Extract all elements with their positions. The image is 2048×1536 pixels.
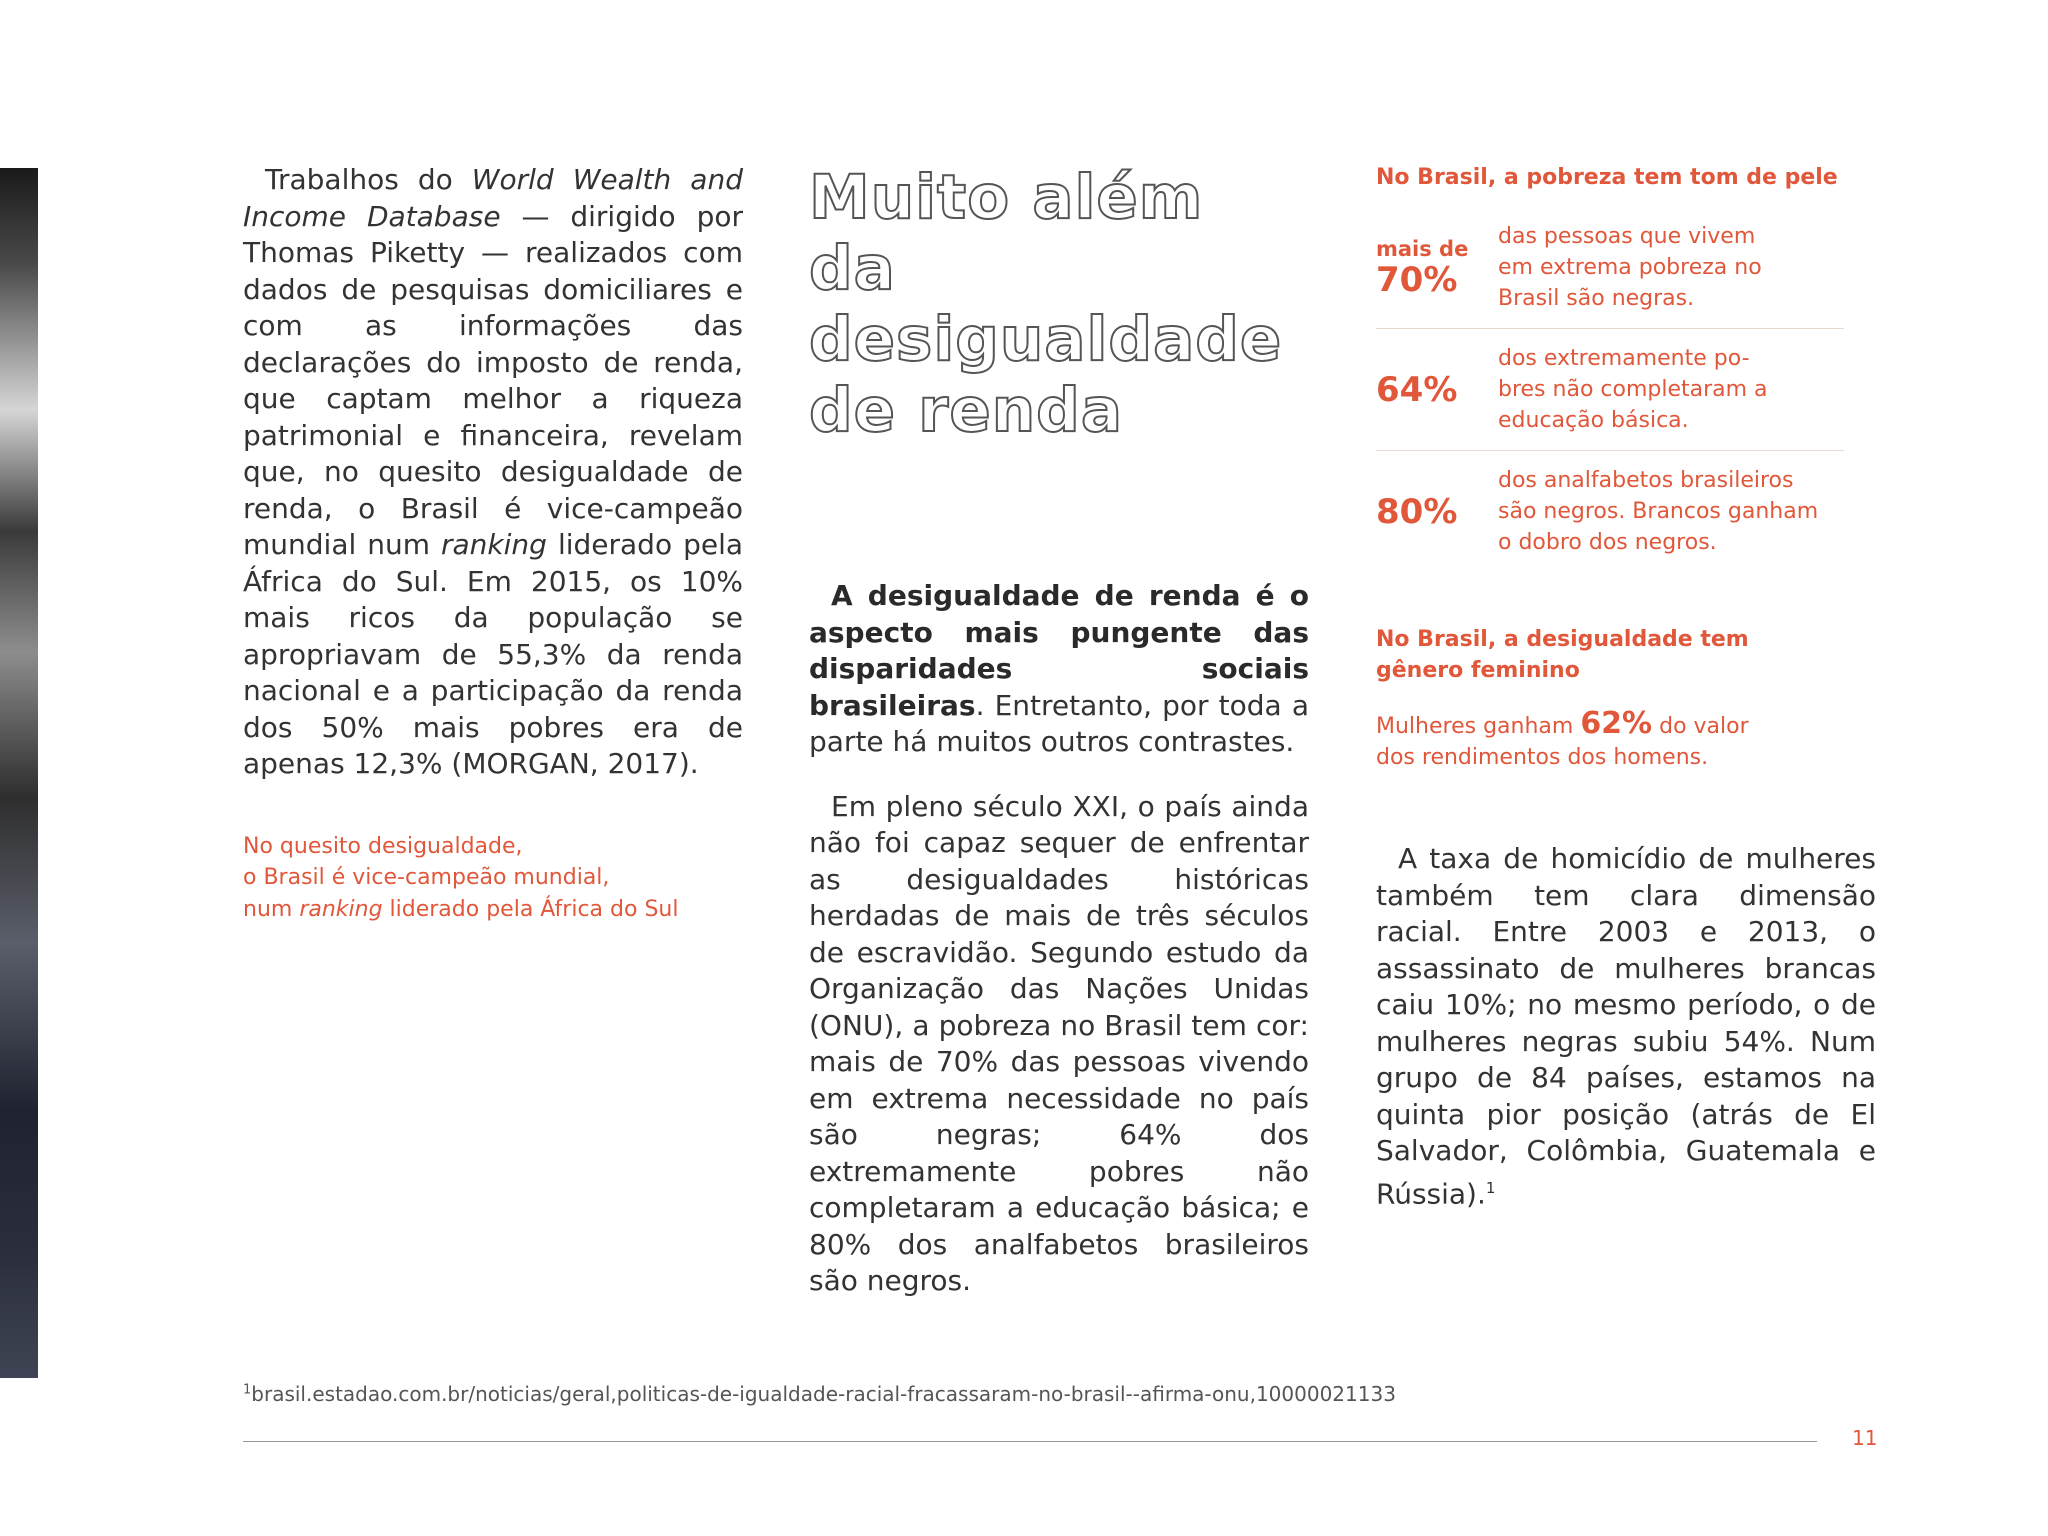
- text-run: liderado pela África do Sul. Em 2015, os 10% mais ricos da população se apropriavam de 55,3% da renda nacional e a participação da renda dos 50% mais pobres era de apenas 12,3% (MORGAN, 2017).: [243, 528, 744, 780]
- page-number: 11: [1852, 1426, 1878, 1450]
- title-line: desigualdade: [809, 304, 1283, 375]
- homicide-paragraph: [1376, 841, 1876, 1212]
- text-run: liderado pela África do Sul: [382, 896, 679, 922]
- text-run: A taxa de homicídio de mulheres também tem clara dimensão racial. Entre 2003 e 2013, o assassinato de mulheres brancas caiu 10%; no mesmo período, o de mulheres negras subiu 54%. Num grupo de 84 países, estamos na quinta pior posição (atrás de El Salvador, Colômbia, Guatemala e Rússia).: [1376, 842, 1876, 1210]
- stat-number: 80%: [1376, 491, 1458, 532]
- gender-line: [1376, 708, 1876, 742]
- middle-column: [809, 162, 1309, 1300]
- footnote-text: brasil.estadao.com.br/noticias/geral,politicas-de-igualdade-racial-fracassaram-no-brasil--afirma-onu,10000021133: [251, 1382, 1396, 1406]
- stat-line: dos analfabetos brasileiros: [1498, 468, 1794, 493]
- stat-description: [1498, 221, 1762, 314]
- pull-quote-line: [243, 894, 743, 926]
- gender-value: 62%: [1580, 706, 1653, 741]
- stats-list: [1376, 207, 1876, 572]
- stat-description: [1498, 465, 1818, 558]
- text-run: Trabalhos do: [265, 163, 472, 196]
- italic-run: ranking: [299, 896, 383, 922]
- stat-line: o dobro dos negros.: [1498, 530, 1717, 555]
- pull-quote-line: o Brasil é vice-campeão mundial,: [243, 865, 610, 890]
- stat-number: 70%: [1376, 259, 1458, 300]
- lead-paragraph: [809, 578, 1309, 761]
- gender-line: dos rendimentos dos homens.: [1376, 745, 1709, 770]
- stat-line: são negros. Brancos ganham: [1498, 499, 1819, 524]
- stat-line: dos extremamente po-: [1498, 346, 1750, 371]
- side-photo-strip: [0, 168, 38, 1378]
- stat-line: educação básica.: [1498, 408, 1689, 433]
- title-line: Muito além da: [809, 162, 1204, 304]
- gender-heading: [1376, 624, 1876, 686]
- left-column: [243, 162, 743, 925]
- italic-run: ranking: [441, 528, 547, 561]
- stat-description: [1498, 343, 1768, 436]
- race-heading: No Brasil, a pobreza tem tom de pele: [1376, 165, 1838, 190]
- intro-paragraph: [243, 162, 743, 783]
- stat-row: [1376, 207, 1844, 329]
- footnote-mark: 1: [243, 1382, 252, 1398]
- pull-quote-line: No quesito desigualdade,: [243, 833, 523, 859]
- lead-rest: . Entretanto, por toda a parte há muitos outros contrastes.: [809, 688, 1309, 758]
- stat-line: das pessoas que vivem: [1498, 224, 1756, 249]
- footer-divider: [243, 1441, 1817, 1442]
- stat-line: em extrema pobreza no: [1498, 255, 1762, 280]
- stat-value: [1376, 371, 1498, 409]
- stat-row: [1376, 329, 1844, 451]
- italic-run: World Wealth and Income Database: [243, 163, 743, 233]
- right-column: [1376, 162, 1876, 1212]
- gender-heading-line: No Brasil, a desigualdade tem: [1376, 627, 1749, 652]
- page-title: [809, 162, 1309, 446]
- stat-number: 64%: [1376, 369, 1458, 410]
- stat-line: Brasil são negras.: [1498, 286, 1695, 311]
- body-paragraph: Em pleno século XXI, o país ainda não foi capaz sequer de enfrentar as desigualdades históricas herdadas de mais de três séculos de escravidão. Segundo estudo da Organização das Nações Unidas (ONU), a pobreza no Brasil tem cor: mais de 70% das pessoas vivendo em extrema necessidade no país são negras; 64% dos extremamente pobres não completaram a educação básica; e 80% dos analfabetos brasileiros são negros.: [809, 789, 1309, 1297]
- pull-quote: [243, 831, 743, 926]
- stat-row: [1376, 451, 1844, 572]
- stat-prefix: mais de: [1376, 236, 1469, 261]
- footnote-ref: 1: [1485, 1178, 1496, 1197]
- text-run: do valor: [1652, 714, 1749, 739]
- stat-value: [1376, 237, 1498, 299]
- text-run: num: [243, 896, 300, 922]
- text-run: — dirigido por Thomas Piketty — realizados com dados de pesquisas domiciliares e com as informações das declarações do imposto de renda, que captam melhor a riqueza patrimonial e financeira, revelam que, no quesito desigualdade de renda, o Brasil é vice-campeão mundial num: [243, 199, 743, 561]
- gender-heading-line: gênero feminino: [1376, 658, 1580, 683]
- title-line: de renda: [809, 375, 1123, 446]
- footnote: [243, 1382, 1396, 1406]
- gender-stat: [1376, 708, 1876, 773]
- stat-line: bres não completaram a: [1498, 377, 1768, 402]
- lead-bold: A desigualdade de renda é o aspecto mais pungente das disparidades sociais brasileiras: [809, 579, 1309, 722]
- stat-value: [1376, 493, 1498, 531]
- text-run: Mulheres ganham: [1376, 714, 1581, 739]
